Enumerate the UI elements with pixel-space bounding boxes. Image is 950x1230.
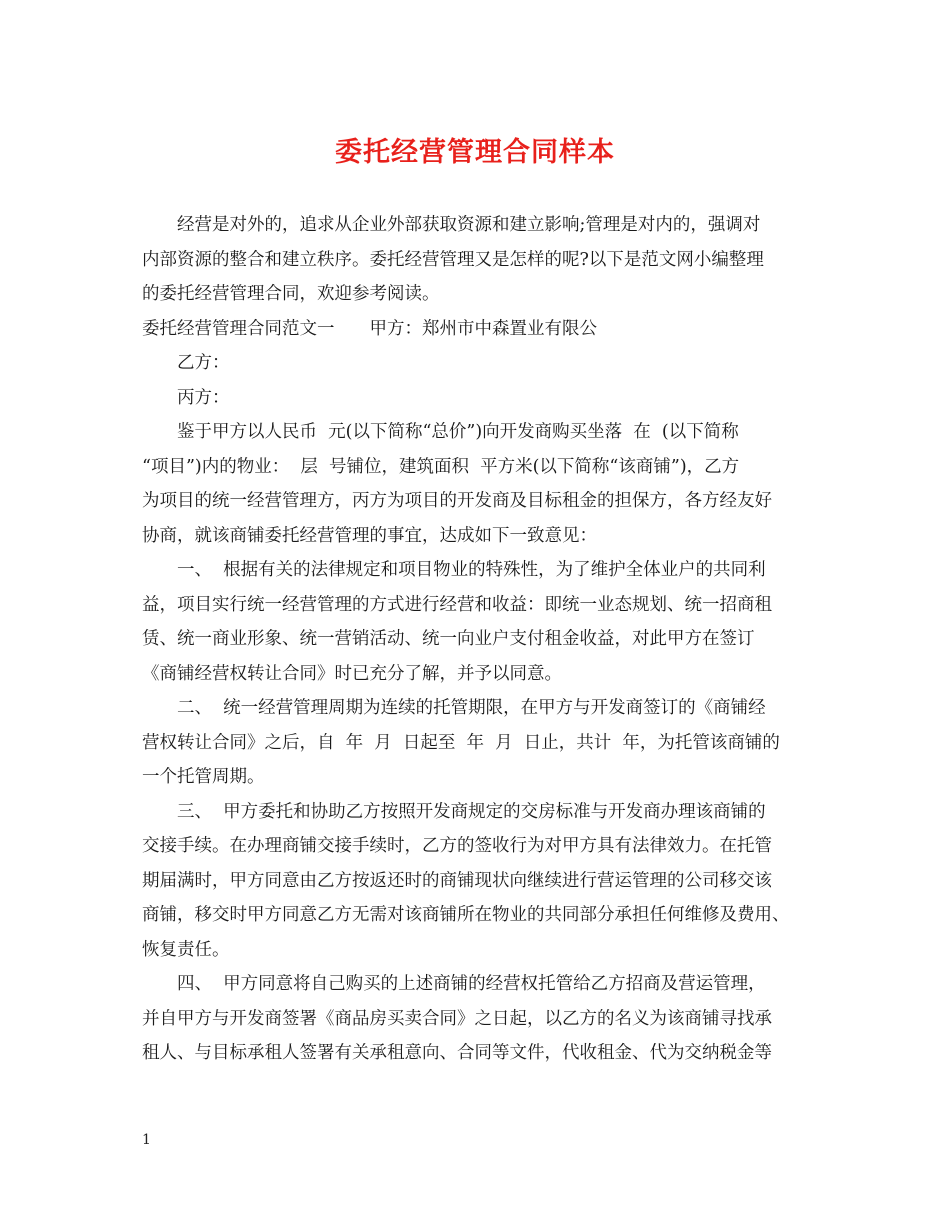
paragraph-line: 协商，就该商铺委托经营管理的事宜，达成如下一致意见： xyxy=(142,525,597,546)
paragraph-line: 租人、与目标承租人签署有关承租意向、合同等文件，代收租金、代为交纳税金等 xyxy=(142,1043,772,1063)
paragraph-line: 一、 根据有关的法律规定和项目物业的特殊性，为了维护全体业户的共同利 xyxy=(142,560,766,580)
paragraph-line: “项目”)内的物业： 层 号铺位，建筑面积 平方米(以下简称“该商铺”)，乙方 xyxy=(142,456,740,477)
paragraph-line: 赁、统一商业形象、统一营销活动、统一向业户支付租金收益，对此甲方在签订 xyxy=(142,629,755,649)
paragraph-line: 二、 统一经营管理周期为连续的托管期限，在甲方与开发商签订的《商铺经 xyxy=(142,698,766,718)
paragraph-line: 一个托管周期。 xyxy=(142,767,265,787)
paragraph-line: 乙方： xyxy=(142,353,230,373)
paragraph-line: 商铺，移交时甲方同意乙方无需对该商铺所在物业的共同部分承担任何维修及费用、 xyxy=(142,905,790,925)
paragraph-line: 鉴于甲方以人民币 元(以下简称“总价”)向开发商购买坐落 在 (以下简称 xyxy=(142,422,739,442)
paragraph-line: 丙方： xyxy=(142,387,230,408)
paragraph-line: 并自甲方与开发商签署《商品房买卖合同》之日起，以乙方的名义为该商铺寻找承 xyxy=(142,1008,772,1029)
paragraph-line: 的委托经营管理合同，欢迎参考阅读。 xyxy=(142,284,440,304)
document-body xyxy=(142,208,814,1071)
paragraph-line: 《商铺经营权转让合同》时已充分了解，并予以同意。 xyxy=(142,663,562,684)
page-number: 1 xyxy=(142,1132,151,1148)
paragraph-line: 内部资源的整合和建立秩序。委托经营管理又是怎样的呢?以下是范文网小编整理 xyxy=(142,249,764,270)
document-title: 委托经营管理合同样本 xyxy=(335,137,615,168)
paragraph-line: 为项目的统一经营管理方，丙方为项目的开发商及目标租金的担保方，各方经友好 xyxy=(142,491,772,511)
paragraph-line: 四、 甲方同意将自己购买的上述商铺的经营权托管给乙方招商及营运管理， xyxy=(142,974,766,994)
paragraph-line: 恢复责任。 xyxy=(142,939,230,960)
paragraph-line: 委托经营管理合同范文一 甲方：郑州市中森置业有限公 xyxy=(142,318,597,339)
paragraph-line: 期届满时，甲方同意由乙方按返还时的商铺现状向继续进行营运管理的公司移交该 xyxy=(142,870,772,891)
paragraph-line: 营权转让合同》之后，自 年 月 日起至 年 月 日止，共计 年，为托管该商铺的 xyxy=(142,732,780,753)
paragraph-line: 三、 甲方委托和协助乙方按照开发商规定的交房标准与开发商办理该商铺的 xyxy=(142,801,766,822)
paragraph-line: 益，项目实行统一经营管理的方式进行经营和收益：即统一业态规划、统一招商租 xyxy=(142,594,772,615)
paragraph-line: 交接手续。在办理商铺交接手续时，乙方的签收行为对甲方具有法律效力。在托管 xyxy=(142,836,772,856)
paragraph-line: 经营是对外的，追求从企业外部获取资源和建立影响;管理是对内的，强调对 xyxy=(142,215,761,235)
